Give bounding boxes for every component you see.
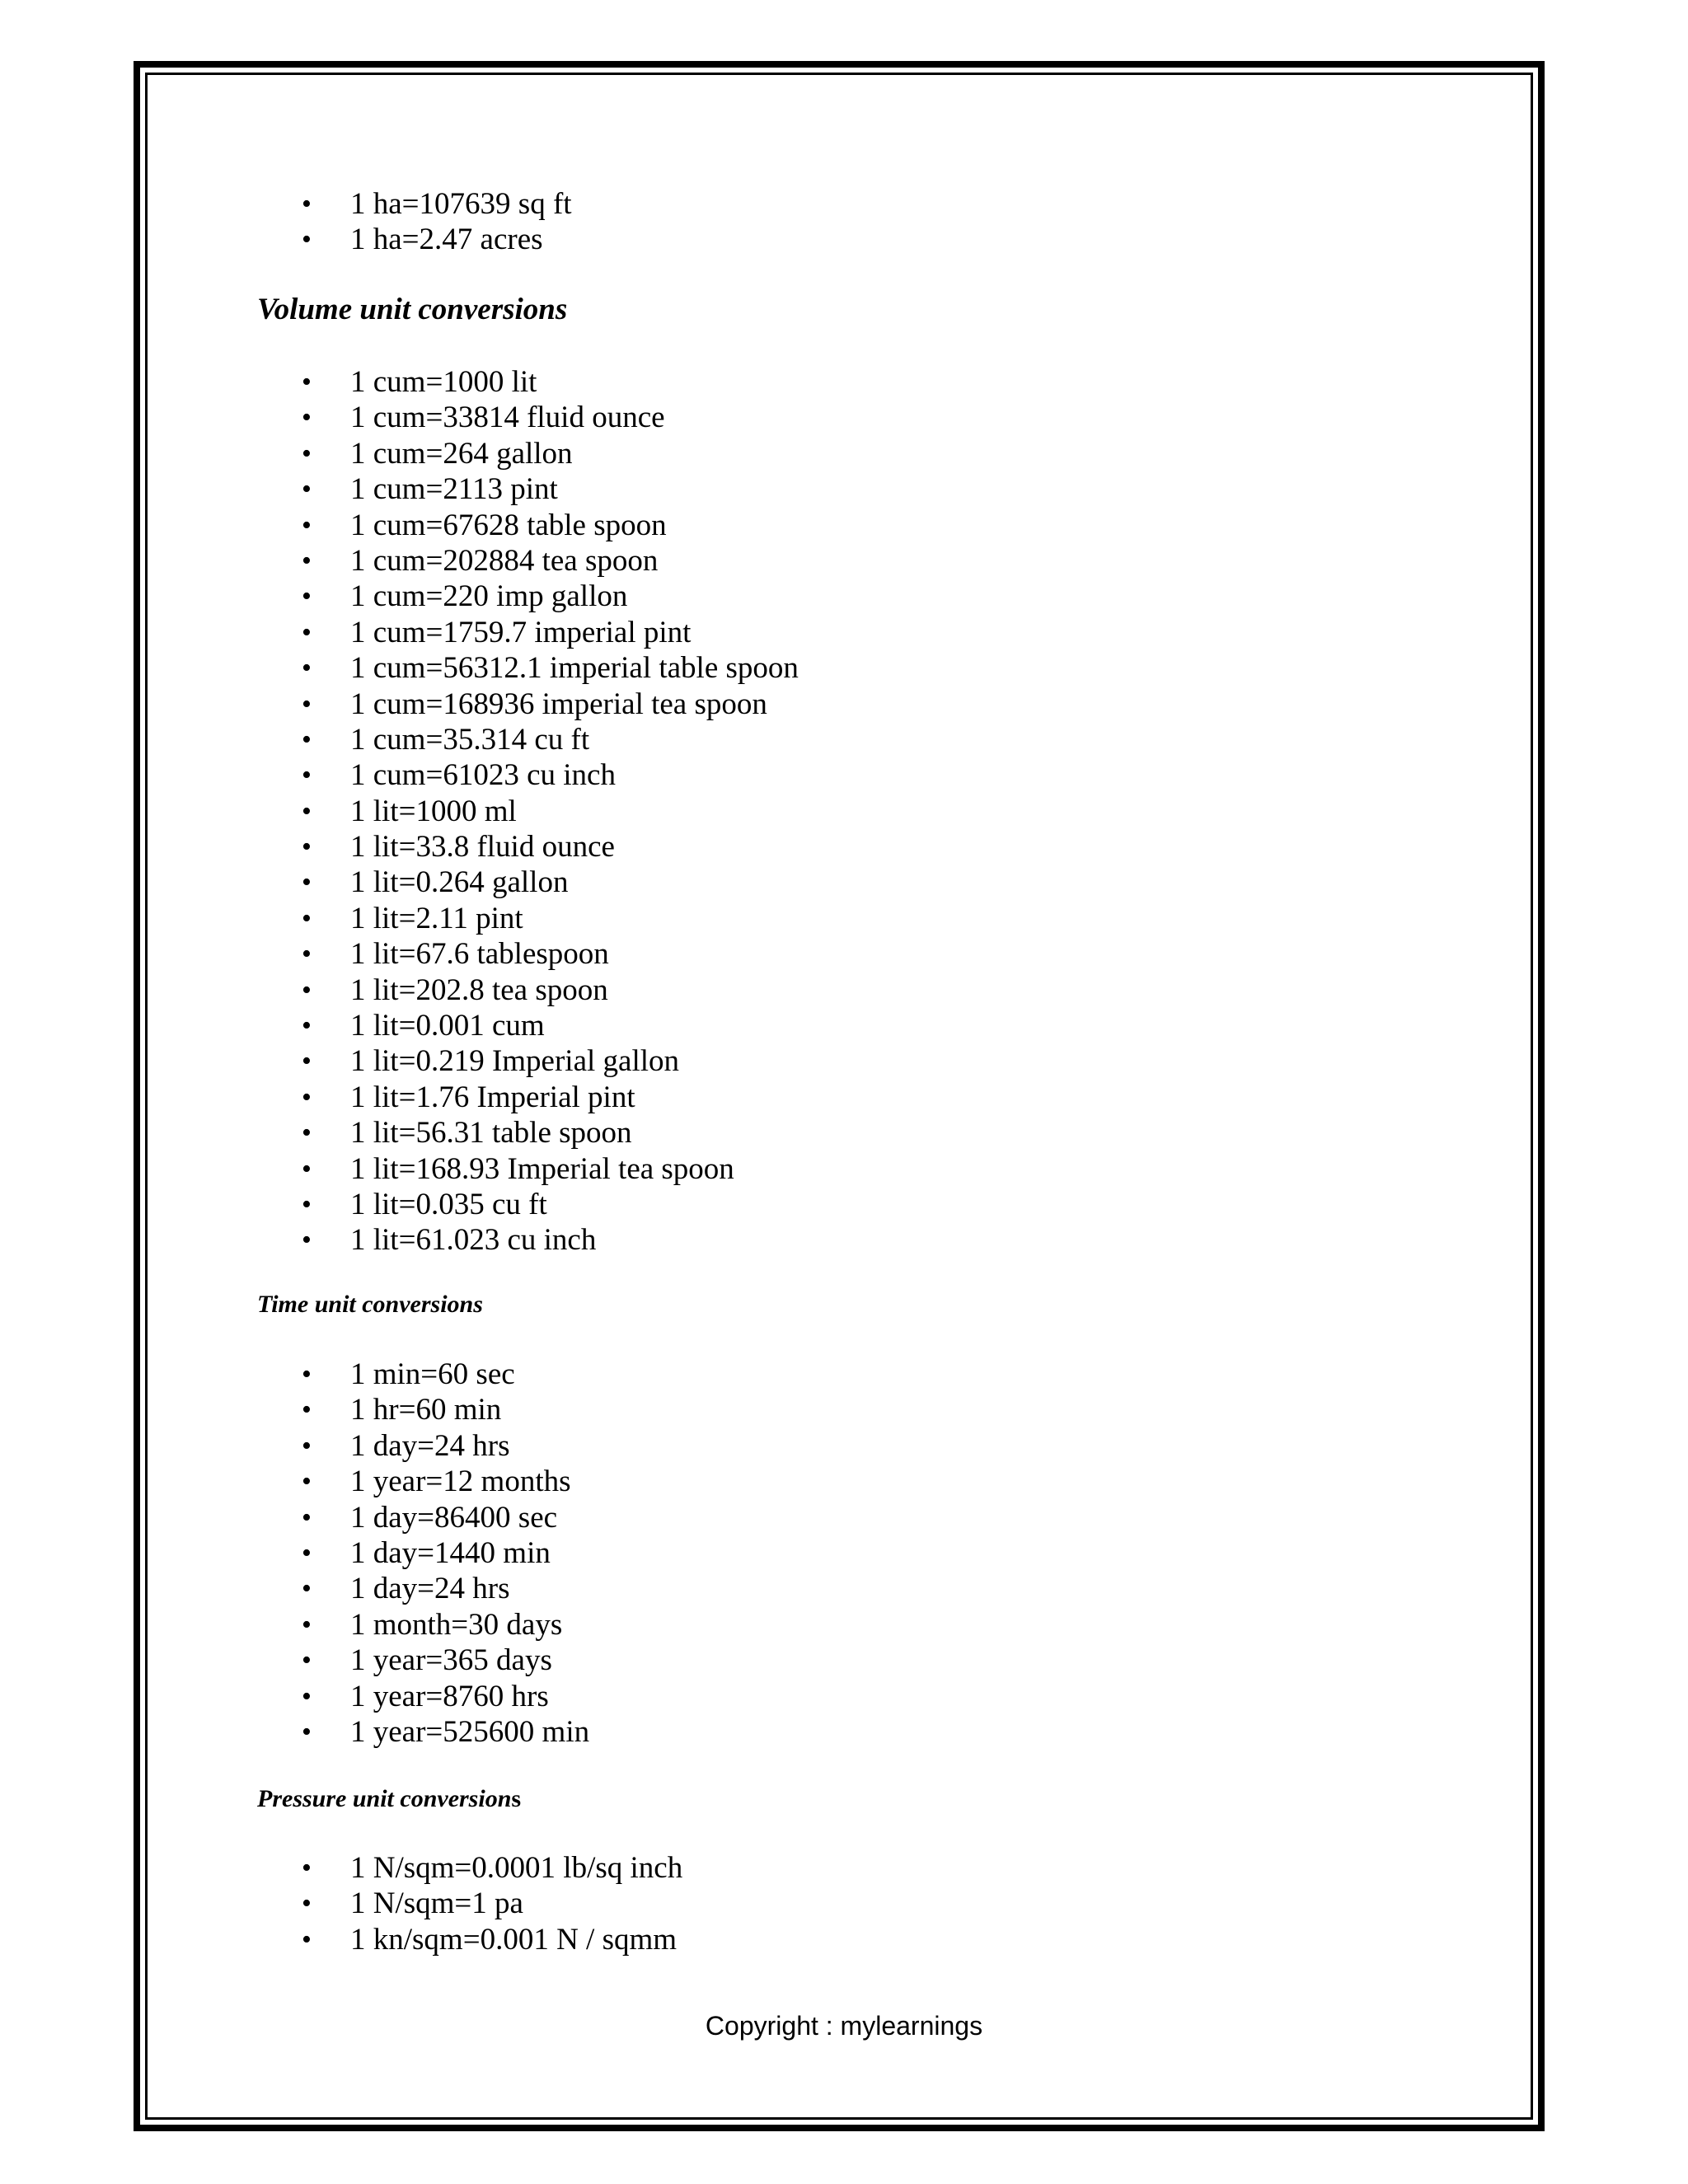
list-item [0, 1115, 1401, 1151]
bullet-icon: • [302, 724, 312, 755]
conversion-text: 1 lit=0.035 cu ft [350, 1187, 547, 1221]
list-item [0, 1643, 1401, 1678]
conversion-text: 1 lit=1000 ml [350, 794, 517, 828]
bullet-icon: • [302, 1430, 312, 1461]
conversion-text: 1 cum=61023 cu inch [350, 758, 616, 793]
bullet-icon: • [302, 1359, 312, 1390]
conversion-text: 1 hr=60 min [350, 1393, 502, 1427]
conversion-text: 1 cum=202884 tea spoon [350, 543, 659, 578]
bullet-icon: • [302, 545, 312, 576]
list-item [0, 1043, 1401, 1079]
conversion-text: 1 lit=0.264 gallon [350, 865, 569, 900]
list-item [0, 1500, 1401, 1535]
list-item [0, 508, 1401, 543]
conversion-text: 1 cum=56312.1 imperial table spoon [350, 651, 799, 686]
bullet-icon: • [302, 1888, 312, 1919]
conversion-text: 1 cum=1759.7 imperial pint [350, 615, 692, 649]
bullet-icon: • [302, 367, 312, 397]
bullet-icon: • [302, 224, 312, 255]
list-item [0, 364, 1401, 400]
bullet-icon: • [302, 402, 312, 434]
list-item [0, 722, 1401, 757]
conversion-text: 1 cum=33814 fluid ounce [350, 401, 665, 435]
bullet-icon: • [302, 1573, 312, 1605]
list-item [0, 400, 1401, 435]
list-item [0, 1607, 1401, 1643]
conversion-text: 1 N/sqm=1 pa [350, 1886, 523, 1921]
list-item [0, 650, 1401, 686]
bullet-icon: • [302, 1466, 312, 1497]
list-item [0, 687, 1401, 722]
pressure-heading [257, 1785, 521, 1813]
list-item [0, 1886, 1401, 1921]
conversion-text: 1 lit=2.11 pint [350, 901, 523, 935]
list-item [0, 1080, 1401, 1115]
bullet-icon: • [302, 1645, 312, 1676]
conversion-text: 1 lit=33.8 fluid ounce [350, 830, 615, 865]
bullet-icon: • [302, 688, 312, 719]
bullet-icon: • [302, 939, 312, 970]
bullet-icon: • [302, 1853, 312, 1883]
list-item [0, 471, 1401, 507]
bullet-icon: • [302, 832, 312, 863]
conversion-text: 1 lit=202.8 tea spoon [350, 972, 608, 1007]
conversion-text: 1 cum=67628 table spoon [350, 508, 667, 542]
list-item [0, 1008, 1401, 1043]
bullet-icon: • [302, 902, 312, 934]
pressure-conversion-list [0, 1850, 1401, 1957]
conversion-text: 1 cum=35.314 cu ft [350, 722, 590, 757]
bullet-icon: • [302, 1716, 312, 1747]
list-item [0, 1151, 1401, 1187]
bullet-icon: • [302, 1502, 312, 1533]
list-item [0, 972, 1401, 1008]
list-item [0, 794, 1401, 829]
bullet-icon: • [302, 616, 312, 648]
bullet-icon: • [302, 1153, 312, 1184]
conversion-text: 1 year=12 months [350, 1465, 571, 1499]
conversion-text: 1 cum=220 imp gallon [350, 579, 628, 614]
conversion-text: 1 cum=264 gallon [350, 436, 573, 471]
conversion-text: 1 lit=168.93 Imperial tea spoon [350, 1151, 734, 1186]
bullet-icon: • [302, 189, 312, 219]
conversion-text: 1 day=24 hrs [350, 1572, 510, 1606]
copyright-footer: Copyright : mylearnings [705, 2011, 983, 2041]
conversion-text: 1 kn/sqm=0.001 N / sqmm [350, 1922, 678, 1957]
bullet-icon: • [302, 1537, 312, 1568]
list-item [0, 901, 1401, 936]
conversion-text: 1 day=86400 sec [350, 1500, 558, 1535]
list-item [0, 615, 1401, 650]
bullet-icon: • [302, 509, 312, 541]
list-item [0, 579, 1401, 614]
list-item [0, 1428, 1401, 1464]
list-item [0, 829, 1401, 865]
area-conversion-list [0, 186, 1401, 258]
list-item [0, 436, 1401, 471]
bullet-icon: • [302, 1924, 312, 1955]
bullet-icon: • [302, 1188, 312, 1220]
list-item [0, 1535, 1401, 1571]
pressure-heading-main: Pressure unit conversion [257, 1785, 512, 1812]
list-item [0, 1392, 1401, 1427]
list-item [0, 1187, 1401, 1222]
bullet-icon: • [302, 795, 312, 827]
list-item [0, 865, 1401, 900]
conversion-text: 1 cum=2113 pint [350, 472, 558, 507]
list-item [0, 543, 1401, 579]
bullet-icon: • [302, 867, 312, 898]
bullet-icon: • [302, 1394, 312, 1426]
bullet-icon: • [302, 1081, 312, 1113]
conversion-text: 1 min=60 sec [350, 1357, 515, 1391]
list-item [0, 936, 1401, 972]
bullet-icon: • [302, 974, 312, 1005]
list-item [0, 222, 1401, 257]
volume-conversion-list [0, 364, 1401, 1258]
bullet-icon: • [302, 1609, 312, 1640]
bullet-icon: • [302, 1680, 312, 1712]
list-item [0, 1850, 1401, 1886]
bullet-icon: • [302, 474, 312, 505]
conversion-text: 1 lit=67.6 tablespoon [350, 937, 609, 972]
conversion-text: 1 lit=0.001 cum [350, 1009, 545, 1043]
conversion-text: 1 year=8760 hrs [350, 1679, 549, 1713]
bullet-icon: • [302, 438, 312, 469]
list-item [0, 1222, 1401, 1258]
bullet-icon: • [302, 653, 312, 684]
conversion-text: 1 lit=61.023 cu inch [350, 1223, 597, 1258]
conversion-text: 1 day=1440 min [350, 1535, 551, 1570]
volume-heading: Volume unit conversions [257, 293, 568, 326]
conversion-text: 1 cum=168936 imperial tea spoon [350, 687, 767, 721]
conversion-text: 1 month=30 days [350, 1607, 563, 1642]
list-item [0, 757, 1401, 793]
pressure-heading-tail: s [511, 1785, 522, 1812]
list-item [0, 1714, 1401, 1750]
conversion-text: 1 N/sqm=0.0001 lb/sq inch [350, 1851, 683, 1885]
bullet-icon: • [302, 1225, 312, 1256]
conversion-text: 1 cum=1000 lit [350, 365, 537, 399]
conversion-text: 1 day=24 hrs [350, 1428, 510, 1463]
time-heading: Time unit conversions [257, 1291, 483, 1318]
conversion-text: 1 year=365 days [350, 1643, 552, 1678]
conversion-text: 1 lit=56.31 table spoon [350, 1116, 632, 1151]
conversion-text: 1 ha=2.47 acres [350, 223, 543, 257]
bullet-icon: • [302, 1046, 312, 1077]
bullet-icon: • [302, 1118, 312, 1149]
list-item [0, 1464, 1401, 1499]
conversion-text: 1 year=525600 min [350, 1714, 590, 1749]
conversion-text: 1 lit=0.219 Imperial gallon [350, 1044, 680, 1079]
list-item [0, 186, 1401, 222]
list-item [0, 1679, 1401, 1714]
bullet-icon: • [302, 760, 312, 791]
bullet-icon: • [302, 581, 312, 612]
list-item [0, 1571, 1401, 1606]
list-item [0, 1357, 1401, 1392]
conversion-text: 1 lit=1.76 Imperial pint [350, 1080, 635, 1114]
bullet-icon: • [302, 1010, 312, 1042]
conversion-text: 1 ha=107639 sq ft [350, 187, 572, 221]
list-item [0, 1922, 1401, 1957]
time-conversion-list [0, 1357, 1401, 1750]
